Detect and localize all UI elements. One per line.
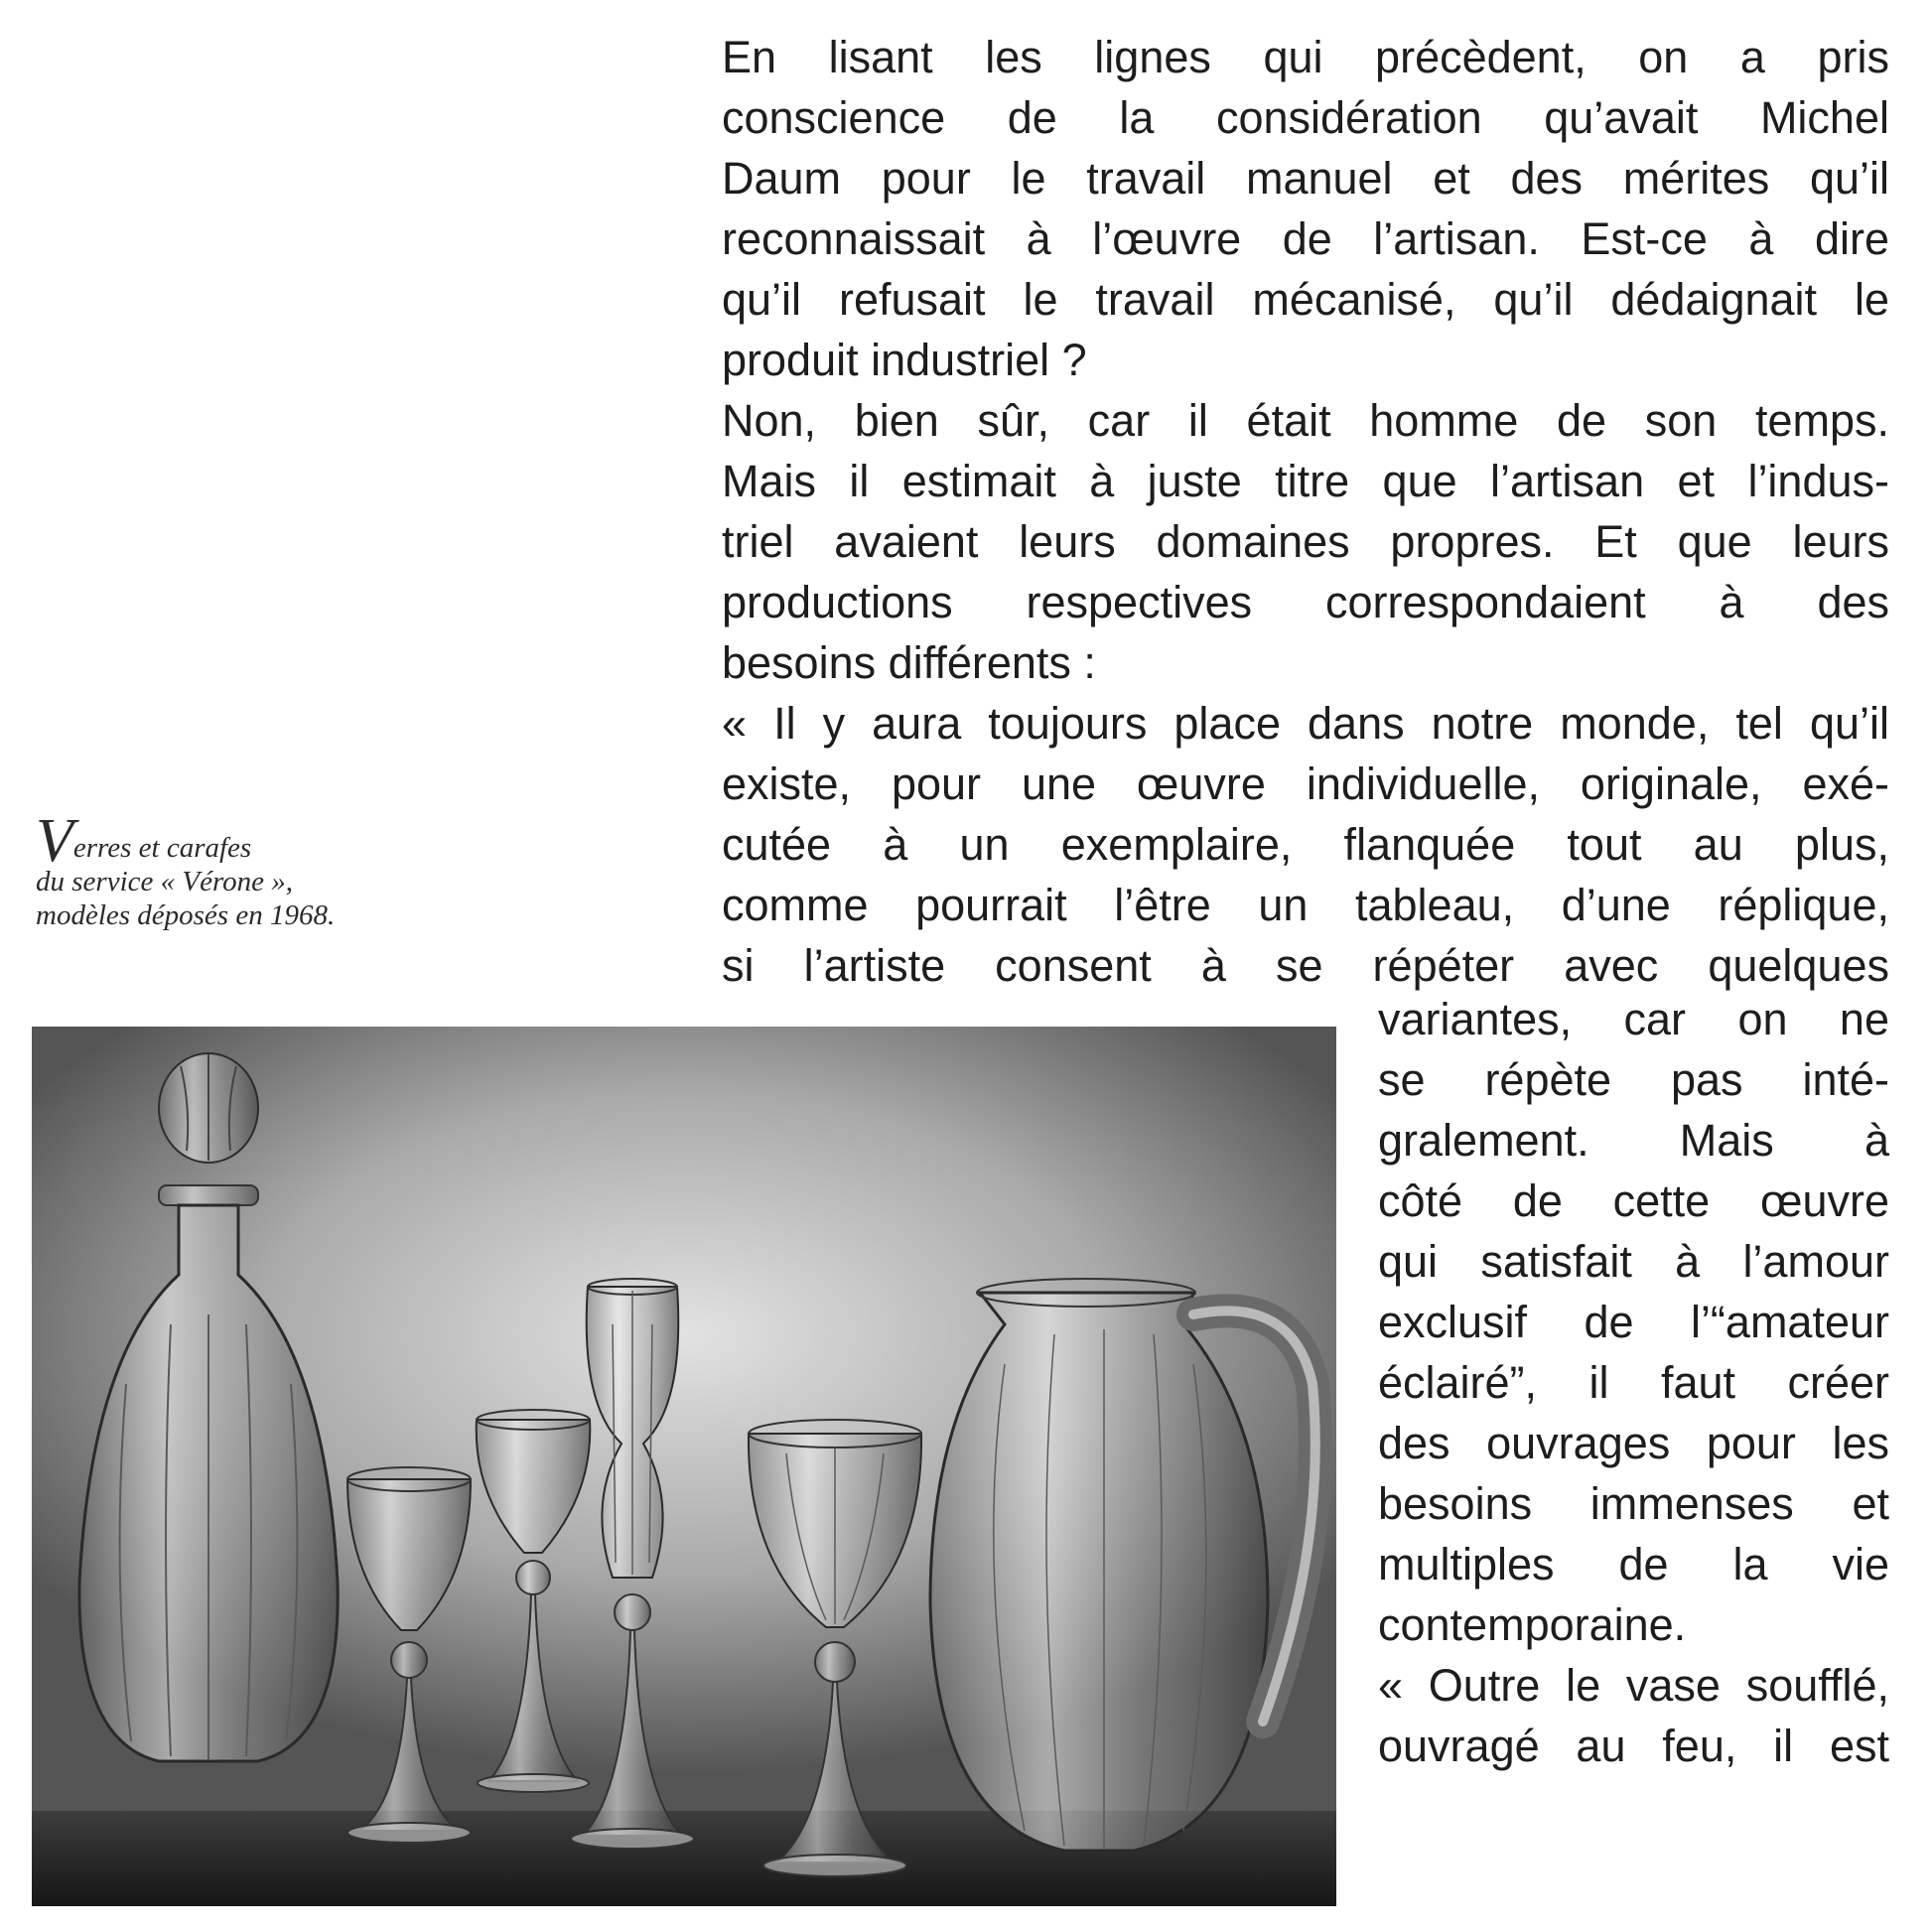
text-line: des ouvrages pour les <box>1378 1418 1889 1468</box>
text-line: productions respectives correspondaient à des <box>722 577 1889 627</box>
text-line: produit industriel ? <box>722 335 1087 385</box>
caption-initial: V <box>36 807 73 875</box>
text-line: côté de cette œuvre <box>1378 1175 1889 1226</box>
wine-glass-large <box>749 1420 921 1876</box>
wine-glass-tall-back <box>477 1410 591 1792</box>
text-line: si l’artiste consent à se répéter avec quelques <box>722 940 1889 991</box>
text-line: besoins différents : <box>722 637 1096 688</box>
glassware-illustration <box>32 1027 1336 1906</box>
text-line: comme pourrait l’être un tableau, d’une réplique, <box>722 880 1889 930</box>
text-line: Daum pour le travail manuel et des mérites qu’il <box>722 153 1889 204</box>
flute-glass <box>571 1279 694 1849</box>
decanter <box>79 1053 338 1761</box>
pitcher <box>930 1279 1315 1851</box>
text-line: contemporaine. <box>1378 1599 1687 1650</box>
text-line: éclairé”, il faut créer <box>1378 1357 1889 1408</box>
body-text-upper <box>722 27 1889 996</box>
text-line: qu’il refusait le travail mécanisé, qu’il dédaignait le <box>722 274 1889 325</box>
text-line: cutée à un exemplaire, flanquée tout au plus, <box>722 819 1889 870</box>
text-line: Non, bien sûr, car il était homme de son temps. <box>722 395 1889 446</box>
text-line: gralement. Mais à <box>1378 1115 1889 1166</box>
caption-line-1 <box>36 807 453 875</box>
text-line: existe, pour une œuvre individuelle, originale, exé- <box>722 759 1889 809</box>
text-line: besoins immenses et <box>1378 1478 1889 1529</box>
text-line: « Outre le vase soufflé, <box>1378 1660 1889 1711</box>
text-line: variantes, car on ne <box>1378 994 1889 1044</box>
caption-line-2: du service « Vérone », <box>36 866 294 897</box>
photo-caption <box>36 807 453 932</box>
wine-glass-small <box>347 1467 471 1843</box>
text-line: conscience de la considération qu’avait Michel <box>722 92 1889 143</box>
body-text-lower <box>1378 989 1889 1776</box>
text-line: se répète pas inté- <box>1378 1054 1889 1105</box>
text-line: exclusif de l’“amateur <box>1378 1297 1889 1347</box>
text-line: qui satisfait à l’amour <box>1378 1236 1889 1287</box>
text-line: multiples de la vie <box>1378 1539 1889 1589</box>
text-line: reconnaissait à l’œuvre de l’artisan. Est-ce à dire <box>722 213 1889 264</box>
text-line: ouvragé au feu, il est <box>1378 1721 1889 1771</box>
text-line: « Il y aura toujours place dans notre monde, tel qu’il <box>722 698 1889 749</box>
text-line: triel avaient leurs domaines propres. Et que leurs <box>722 516 1889 567</box>
text-line: Mais il estimait à juste titre que l’artisan et l’indus- <box>722 456 1889 506</box>
caption-line-3: modèles déposés en 1968. <box>36 899 336 931</box>
glassware-photo <box>32 1027 1336 1906</box>
text-line: En lisant les lignes qui précèdent, on a pris <box>722 32 1889 82</box>
caption-text: erres et carafes <box>72 832 252 864</box>
